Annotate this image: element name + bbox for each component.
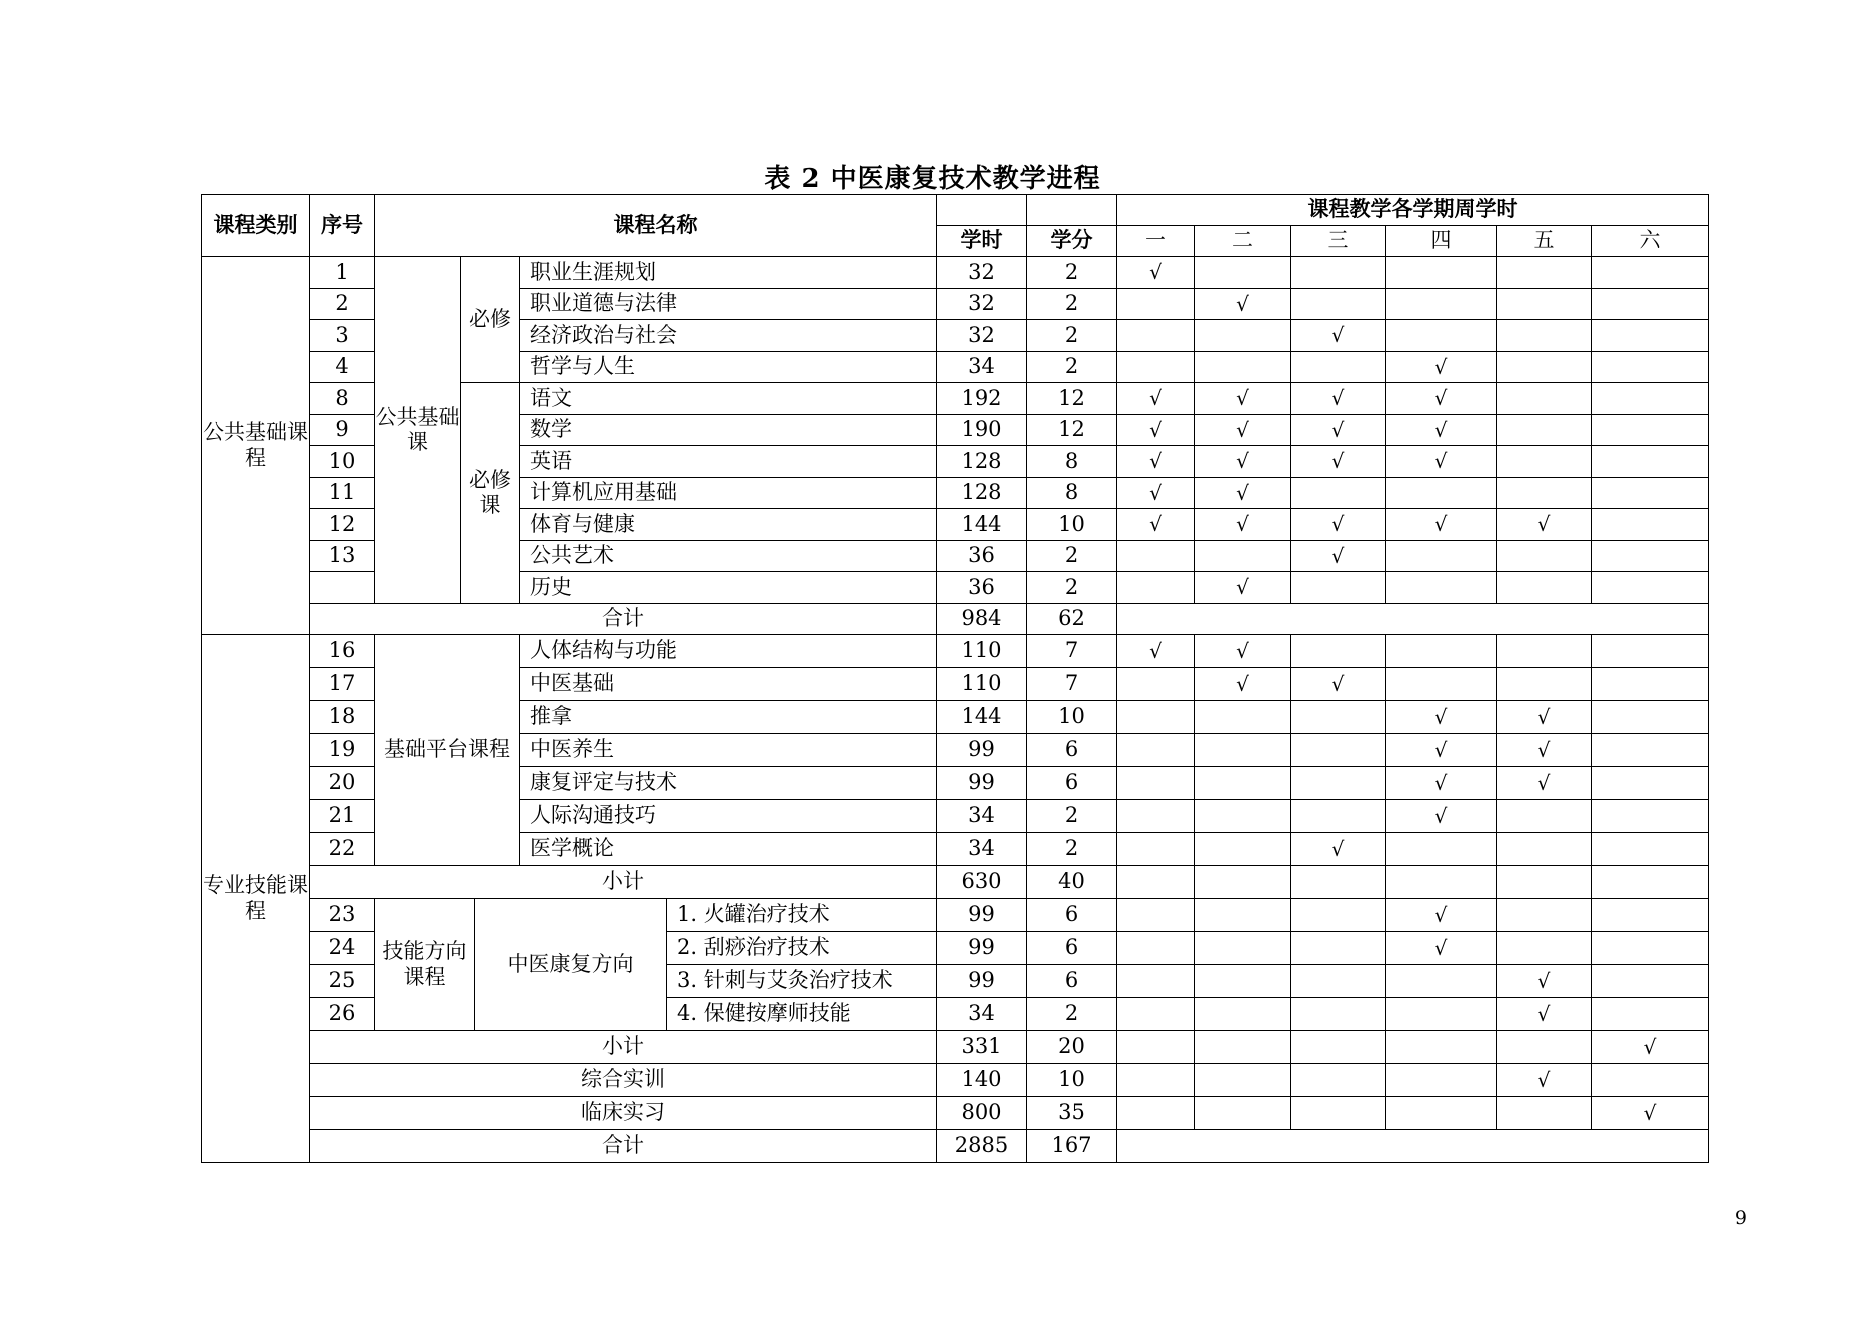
semester-mark (1117, 668, 1195, 701)
semester-mark (1386, 635, 1497, 668)
semester-mark: √ (1195, 383, 1291, 415)
semester-mark (1386, 668, 1497, 701)
course-name: 数学 (520, 414, 937, 446)
course-hours: 140 (937, 1064, 1027, 1097)
group-required: 必修 (461, 257, 520, 383)
group-direction: 技能方向课程 (375, 899, 475, 1031)
semester-mark (1291, 767, 1386, 800)
course-no: 10 (310, 446, 375, 478)
semester-mark (1195, 351, 1291, 383)
training-row (202, 1064, 1709, 1097)
semester-mark (1592, 257, 1709, 289)
course-credits: 6 (1027, 899, 1117, 932)
course-hours: 99 (937, 734, 1027, 767)
course-hours: 110 (937, 668, 1027, 701)
semester-mark (1592, 635, 1709, 668)
semester-mark: √ (1497, 1064, 1592, 1097)
course-hours: 34 (937, 833, 1027, 866)
course-credits: 12 (1027, 383, 1117, 415)
course-no: 12 (310, 509, 375, 541)
semester-mark (1291, 1064, 1386, 1097)
course-hours: 128 (937, 477, 1027, 509)
semester-mark: √ (1195, 414, 1291, 446)
semester-mark: √ (1117, 446, 1195, 478)
semester-mark (1117, 1097, 1195, 1130)
semester-mark (1291, 734, 1386, 767)
semester-mark (1117, 1031, 1195, 1064)
course-no: 24 (310, 932, 375, 965)
course-hours: 984 (937, 603, 1027, 635)
semester-mark (1291, 965, 1386, 998)
semester-mark (1195, 1064, 1291, 1097)
semester-mark (1195, 767, 1291, 800)
course-credits: 2 (1027, 288, 1117, 320)
empty-semesters (1117, 1130, 1709, 1163)
semester-mark (1195, 320, 1291, 352)
table-row (202, 635, 1709, 668)
course-credits: 7 (1027, 668, 1117, 701)
course-name: 英语 (520, 446, 937, 478)
course-credits: 6 (1027, 932, 1117, 965)
semester-mark (1592, 320, 1709, 352)
platform-subtotal-row (202, 866, 1709, 899)
course-name: 医学概论 (520, 833, 937, 866)
semester-mark (1195, 1097, 1291, 1130)
semester-mark (1117, 833, 1195, 866)
course-no (310, 572, 375, 604)
semester-mark (1497, 833, 1592, 866)
semester-mark (1386, 998, 1497, 1031)
header-blank-hours (937, 195, 1027, 226)
header-semester: 五 (1497, 226, 1592, 257)
semester-mark (1386, 833, 1497, 866)
semester-mark (1117, 998, 1195, 1031)
course-hours: 128 (937, 446, 1027, 478)
course-hours: 32 (937, 288, 1027, 320)
grand-total-row (202, 1130, 1709, 1163)
course-no: 2 (310, 288, 375, 320)
semester-mark: √ (1386, 800, 1497, 833)
course-no: 22 (310, 833, 375, 866)
header-credits: 学分 (1027, 226, 1117, 257)
course-hours: 32 (937, 320, 1027, 352)
semester-mark (1592, 833, 1709, 866)
semester-mark (1386, 540, 1497, 572)
semester-mark: √ (1117, 635, 1195, 668)
semester-mark (1592, 509, 1709, 541)
course-hours: 144 (937, 701, 1027, 734)
semester-mark: √ (1592, 1097, 1709, 1130)
semester-mark (1386, 1097, 1497, 1130)
semester-mark (1592, 351, 1709, 383)
course-hours: 2885 (937, 1130, 1027, 1163)
semester-mark (1195, 932, 1291, 965)
semester-mark (1291, 572, 1386, 604)
semester-mark (1592, 899, 1709, 932)
course-credits: 62 (1027, 603, 1117, 635)
course-name: 公共艺术 (520, 540, 937, 572)
course-no: 3 (310, 320, 375, 352)
grand-total-label: 合计 (310, 1130, 937, 1163)
semester-mark: √ (1291, 833, 1386, 866)
semester-mark (1497, 414, 1592, 446)
semester-mark (1117, 351, 1195, 383)
semester-mark: √ (1386, 701, 1497, 734)
semester-mark (1592, 477, 1709, 509)
semester-mark (1291, 701, 1386, 734)
semester-mark: √ (1497, 965, 1592, 998)
course-name: 1. 火罐治疗技术 (667, 899, 937, 932)
course-credits: 6 (1027, 965, 1117, 998)
header-semester: 六 (1592, 226, 1709, 257)
semester-mark (1386, 477, 1497, 509)
course-hours: 36 (937, 572, 1027, 604)
course-no: 16 (310, 635, 375, 668)
semester-mark (1592, 767, 1709, 800)
semester-mark (1497, 668, 1592, 701)
course-credits: 12 (1027, 414, 1117, 446)
course-hours: 99 (937, 899, 1027, 932)
course-credits: 40 (1027, 866, 1117, 899)
header-semester: 三 (1291, 226, 1386, 257)
semester-mark (1592, 734, 1709, 767)
direction-subtotal-row (202, 1031, 1709, 1064)
semester-mark (1497, 899, 1592, 932)
course-name: 3. 针刺与艾灸治疗技术 (667, 965, 937, 998)
course-credits: 2 (1027, 800, 1117, 833)
semester-mark (1117, 866, 1195, 899)
semester-mark (1497, 540, 1592, 572)
document-title: 表 2 中医康复技术教学进程 (764, 164, 1101, 194)
semester-mark (1386, 965, 1497, 998)
course-name: 哲学与人生 (520, 351, 937, 383)
course-no: 20 (310, 767, 375, 800)
semester-mark: √ (1117, 414, 1195, 446)
semester-mark (1592, 701, 1709, 734)
semester-mark: √ (1195, 509, 1291, 541)
semester-mark (1497, 351, 1592, 383)
semester-mark: √ (1497, 701, 1592, 734)
semester-mark (1386, 1064, 1497, 1097)
course-credits: 35 (1027, 1097, 1117, 1130)
semester-mark: √ (1291, 540, 1386, 572)
header-weekly-hours: 课程教学各学期周学时 (1117, 195, 1709, 226)
semester-mark: √ (1291, 509, 1386, 541)
course-credits: 6 (1027, 734, 1117, 767)
semester-mark: √ (1386, 509, 1497, 541)
course-no: 11 (310, 477, 375, 509)
course-hours: 34 (937, 998, 1027, 1031)
course-hours: 110 (937, 635, 1027, 668)
course-credits: 20 (1027, 1031, 1117, 1064)
clinical-row (202, 1097, 1709, 1130)
course-no: 17 (310, 668, 375, 701)
semester-mark: √ (1386, 932, 1497, 965)
course-name: 职业生涯规划 (520, 257, 937, 289)
semester-mark (1592, 288, 1709, 320)
course-name: 语文 (520, 383, 937, 415)
semester-mark (1195, 965, 1291, 998)
semester-mark (1117, 540, 1195, 572)
semester-mark (1592, 1064, 1709, 1097)
course-hours: 331 (937, 1031, 1027, 1064)
course-hours: 192 (937, 383, 1027, 415)
course-name: 康复评定与技术 (520, 767, 937, 800)
semester-mark (1117, 932, 1195, 965)
semester-mark (1592, 932, 1709, 965)
course-no: 8 (310, 383, 375, 415)
page-number: 9 (1734, 1207, 1747, 1229)
semester-mark (1291, 866, 1386, 899)
course-hours: 36 (937, 540, 1027, 572)
semester-mark: √ (1117, 509, 1195, 541)
course-no: 1 (310, 257, 375, 289)
course-name: 人体结构与功能 (520, 635, 937, 668)
semester-mark (1291, 1031, 1386, 1064)
course-name: 4. 保健按摩师技能 (667, 998, 937, 1031)
course-name: 经济政治与社会 (520, 320, 937, 352)
semester-mark (1592, 414, 1709, 446)
semester-mark (1497, 635, 1592, 668)
semester-mark (1497, 932, 1592, 965)
semester-mark (1291, 932, 1386, 965)
semester-mark (1592, 383, 1709, 415)
semester-mark (1117, 899, 1195, 932)
course-name: 计算机应用基础 (520, 477, 937, 509)
header-semester: 四 (1386, 226, 1497, 257)
semester-mark (1195, 800, 1291, 833)
semester-mark: √ (1386, 767, 1497, 800)
header-category: 课程类别 (202, 195, 310, 257)
course-credits: 2 (1027, 572, 1117, 604)
semester-mark: √ (1386, 383, 1497, 415)
semester-mark (1386, 257, 1497, 289)
group-public-basic-course: 公共基础课 (375, 257, 461, 604)
semester-mark: √ (1386, 446, 1497, 478)
course-name: 历史 (520, 572, 937, 604)
semester-mark (1195, 1031, 1291, 1064)
semester-mark (1117, 288, 1195, 320)
course-credits: 10 (1027, 701, 1117, 734)
semester-mark: √ (1386, 351, 1497, 383)
semester-mark (1291, 288, 1386, 320)
semester-mark (1291, 1097, 1386, 1130)
group-platform: 基础平台课程 (375, 635, 520, 866)
course-credits: 2 (1027, 998, 1117, 1031)
semester-mark (1291, 351, 1386, 383)
semester-mark: √ (1195, 477, 1291, 509)
public-total-row (202, 603, 1709, 635)
semester-mark: √ (1195, 668, 1291, 701)
semester-mark (1386, 1031, 1497, 1064)
table-row (202, 257, 1709, 289)
course-credits: 6 (1027, 767, 1117, 800)
course-credits: 2 (1027, 833, 1117, 866)
course-name: 中医养生 (520, 734, 937, 767)
semester-mark (1195, 899, 1291, 932)
semester-mark (1497, 446, 1592, 478)
course-credits: 2 (1027, 320, 1117, 352)
semester-mark: √ (1195, 572, 1291, 604)
course-no: 13 (310, 540, 375, 572)
header-semester: 二 (1195, 226, 1291, 257)
semester-mark (1592, 540, 1709, 572)
course-name: 体育与健康 (520, 509, 937, 541)
semester-mark: √ (1497, 767, 1592, 800)
semester-mark: √ (1291, 446, 1386, 478)
course-hours: 34 (937, 351, 1027, 383)
course-no: 18 (310, 701, 375, 734)
semester-mark (1291, 800, 1386, 833)
semester-mark (1117, 701, 1195, 734)
course-no: 4 (310, 351, 375, 383)
semester-mark: √ (1195, 446, 1291, 478)
semester-mark (1291, 899, 1386, 932)
category-professional: 专业技能课程 (202, 635, 310, 1163)
course-name: 人际沟通技巧 (520, 800, 937, 833)
course-no: 9 (310, 414, 375, 446)
semester-mark (1195, 257, 1291, 289)
course-hours: 144 (937, 509, 1027, 541)
semester-mark (1117, 1064, 1195, 1097)
semester-mark (1117, 734, 1195, 767)
course-hours: 99 (937, 932, 1027, 965)
semester-mark: √ (1291, 668, 1386, 701)
course-credits: 8 (1027, 446, 1117, 478)
header-blank-credits (1027, 195, 1117, 226)
semester-mark (1195, 998, 1291, 1031)
semester-mark (1117, 767, 1195, 800)
course-hours: 800 (937, 1097, 1027, 1130)
course-hours: 630 (937, 866, 1027, 899)
course-hours: 99 (937, 965, 1027, 998)
semester-mark (1386, 866, 1497, 899)
semester-mark (1592, 998, 1709, 1031)
empty-semesters (1117, 603, 1709, 635)
semester-mark (1386, 572, 1497, 604)
semester-mark: √ (1386, 414, 1497, 446)
course-no: 21 (310, 800, 375, 833)
semester-mark: √ (1592, 1031, 1709, 1064)
teaching-schedule-table (201, 194, 1709, 1163)
direction-subtotal-label: 小计 (310, 1031, 937, 1064)
semester-mark (1497, 383, 1592, 415)
semester-mark (1291, 477, 1386, 509)
semester-mark (1497, 1031, 1592, 1064)
semester-mark: √ (1291, 383, 1386, 415)
course-credits: 2 (1027, 540, 1117, 572)
category-public-basic: 公共基础课程 (202, 257, 310, 635)
semester-mark (1386, 320, 1497, 352)
semester-mark (1592, 800, 1709, 833)
semester-mark (1291, 257, 1386, 289)
semester-mark: √ (1117, 477, 1195, 509)
semester-mark (1592, 446, 1709, 478)
header-course-name: 课程名称 (375, 195, 937, 257)
course-no: 23 (310, 899, 375, 932)
course-no: 26 (310, 998, 375, 1031)
platform-subtotal-label: 小计 (310, 866, 937, 899)
semester-mark: √ (1291, 320, 1386, 352)
semester-mark: √ (1291, 414, 1386, 446)
semester-mark: √ (1117, 383, 1195, 415)
semester-mark (1497, 257, 1592, 289)
course-credits: 2 (1027, 351, 1117, 383)
semester-mark (1117, 965, 1195, 998)
course-name: 中医基础 (520, 668, 937, 701)
semester-mark (1497, 572, 1592, 604)
training-label: 综合实训 (310, 1064, 937, 1097)
semester-mark (1592, 965, 1709, 998)
semester-mark (1195, 701, 1291, 734)
semester-mark (1497, 288, 1592, 320)
course-credits: 2 (1027, 257, 1117, 289)
semester-mark (1291, 635, 1386, 668)
group-tcm-direction: 中医康复方向 (475, 899, 667, 1031)
table-row (202, 899, 1709, 932)
course-name: 推拿 (520, 701, 937, 734)
course-credits: 8 (1027, 477, 1117, 509)
semester-mark: √ (1386, 734, 1497, 767)
semester-mark (1497, 477, 1592, 509)
semester-mark (1592, 866, 1709, 899)
semester-mark: √ (1195, 635, 1291, 668)
course-credits: 167 (1027, 1130, 1117, 1163)
semester-mark (1195, 833, 1291, 866)
semester-mark (1497, 800, 1592, 833)
semester-mark: √ (1497, 734, 1592, 767)
course-credits: 7 (1027, 635, 1117, 668)
course-hours: 99 (937, 767, 1027, 800)
header-no: 序号 (310, 195, 375, 257)
semester-mark (1195, 540, 1291, 572)
group-required-course: 必修课 (461, 383, 520, 604)
header-hours: 学时 (937, 226, 1027, 257)
semester-mark (1592, 668, 1709, 701)
course-name: 2. 刮痧治疗技术 (667, 932, 937, 965)
semester-mark (1497, 320, 1592, 352)
semester-mark (1497, 1097, 1592, 1130)
course-name: 职业道德与法律 (520, 288, 937, 320)
course-credits: 10 (1027, 1064, 1117, 1097)
course-no: 19 (310, 734, 375, 767)
public-total-label: 合计 (310, 603, 937, 635)
semester-mark: √ (1195, 288, 1291, 320)
course-hours: 190 (937, 414, 1027, 446)
course-credits: 10 (1027, 509, 1117, 541)
semester-mark (1195, 734, 1291, 767)
semester-mark (1117, 320, 1195, 352)
semester-mark: √ (1497, 998, 1592, 1031)
semester-mark (1291, 998, 1386, 1031)
semester-mark (1117, 572, 1195, 604)
course-no: 25 (310, 965, 375, 998)
semester-mark (1117, 800, 1195, 833)
semester-mark (1386, 288, 1497, 320)
header-semester: 一 (1117, 226, 1195, 257)
semester-mark: √ (1497, 509, 1592, 541)
clinical-label: 临床实习 (310, 1097, 937, 1130)
semester-mark (1497, 866, 1592, 899)
semester-mark (1592, 572, 1709, 604)
semester-mark (1195, 866, 1291, 899)
course-hours: 32 (937, 257, 1027, 289)
semester-mark: √ (1386, 899, 1497, 932)
semester-mark: √ (1117, 257, 1195, 289)
course-hours: 34 (937, 800, 1027, 833)
